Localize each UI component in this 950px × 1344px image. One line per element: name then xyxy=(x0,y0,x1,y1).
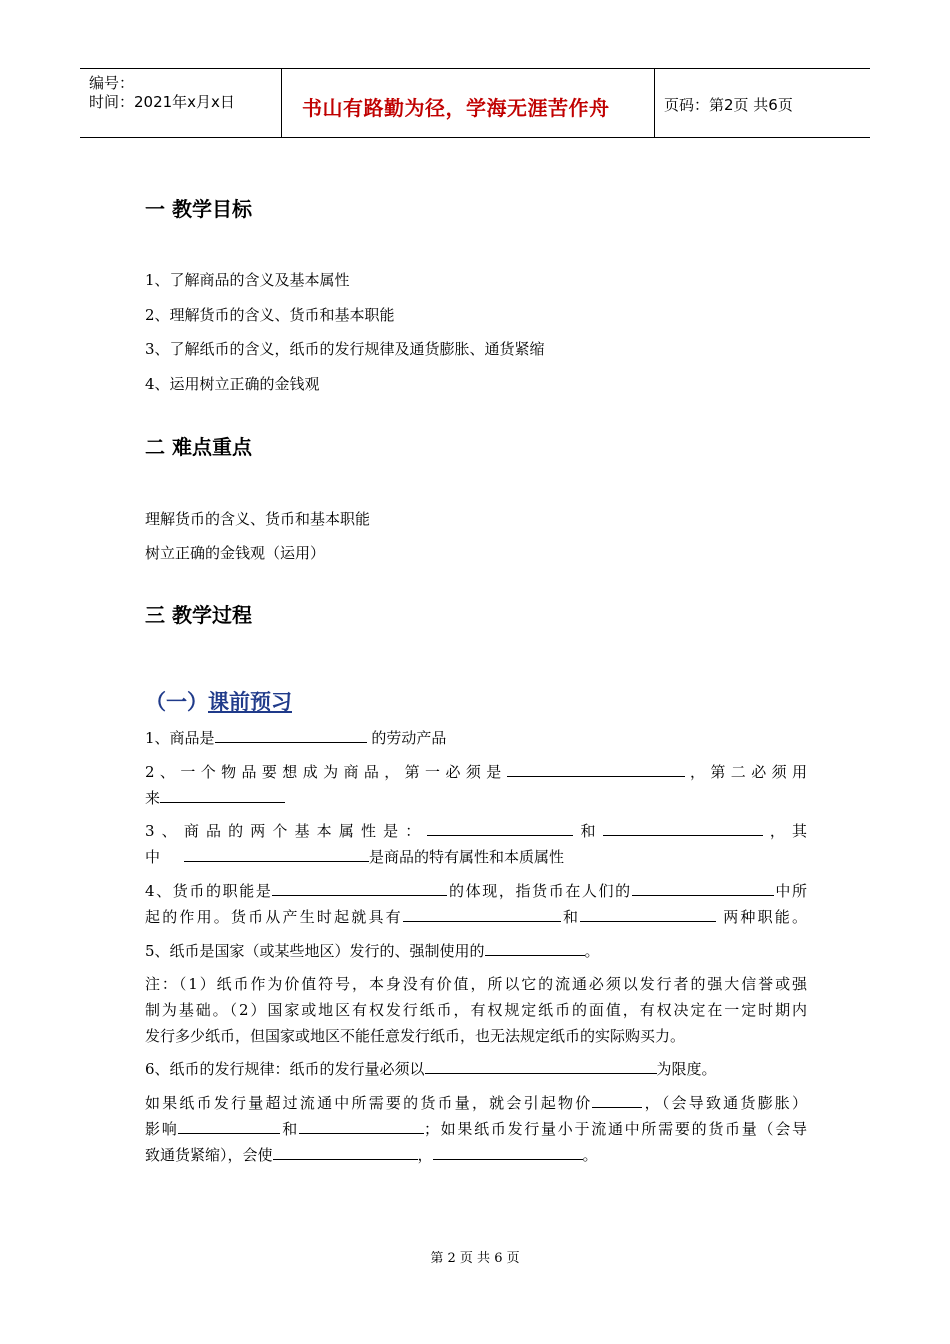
text: 的劳动产品 xyxy=(366,729,447,747)
text: 来 xyxy=(145,789,161,807)
blank xyxy=(433,1144,583,1160)
text: 。 xyxy=(582,1146,598,1164)
exercise-2-line2 xyxy=(145,785,285,811)
goal-item: 1、了解商品的含义及基本属性 xyxy=(145,271,350,289)
note-line: 注：（1）纸币作为价值符号，本身没有价值，所以它的流通必须以发行者的强大信誉或强 xyxy=(145,975,807,993)
text: 1、商品是 xyxy=(145,729,215,747)
text: 两种职能。 xyxy=(716,908,807,926)
number-label: 编号： xyxy=(89,74,135,92)
paragraph-line2 xyxy=(145,1116,807,1142)
text: 如果纸币发行量超过流通中所需要的货币量，就会引起物价 xyxy=(145,1094,593,1112)
section-title-goals: 一 教学目标 xyxy=(145,197,252,221)
paragraph-line1 xyxy=(145,1090,807,1116)
text: 中 xyxy=(145,848,161,866)
text: ，第二必须用 xyxy=(684,763,807,781)
blank xyxy=(299,1118,424,1134)
exercise-3-line2 xyxy=(145,844,564,870)
text: 。 xyxy=(584,942,600,960)
text: 是商品的特有属性和本质属性 xyxy=(369,848,565,866)
blank xyxy=(485,940,585,956)
section-title-keypoints: 二 难点重点 xyxy=(145,435,252,459)
header-table xyxy=(80,68,870,138)
header-cell-left xyxy=(80,69,282,137)
blank xyxy=(184,846,369,862)
exercise-3-line1 xyxy=(145,818,807,844)
text: 和 xyxy=(573,822,603,840)
note-line: 制为基础。（2）国家或地区有权发行纸币，有权规定纸币的面值，有权决定在一定时期内 xyxy=(145,1001,807,1019)
keypoint-item: 树立正确的金钱观（运用） xyxy=(145,544,326,562)
page-label: 页码：第2页 共6页 xyxy=(664,96,793,114)
blank xyxy=(632,880,774,896)
blank xyxy=(178,1118,280,1134)
text: 起的作用。货币从产生时起就具有 xyxy=(145,908,403,926)
blank xyxy=(427,820,573,836)
time-label: 时间：2021年x月x日 xyxy=(89,93,235,111)
goal-item: 3、了解纸币的含义，纸币的发行规律及通货膨胀、通货紧缩 xyxy=(145,340,545,358)
text: 致通货紧缩），会使 xyxy=(145,1146,273,1164)
blank xyxy=(425,1058,657,1074)
text: ，其 xyxy=(762,822,807,840)
exercise-4-line2 xyxy=(145,904,807,930)
keypoint-item: 理解货币的含义、货币和基本职能 xyxy=(145,510,371,528)
paragraph-line3 xyxy=(145,1142,598,1168)
text: 4、货币的职能是 xyxy=(145,882,273,900)
text: 的体现，指货币在人们的 xyxy=(447,882,632,900)
exercise-5 xyxy=(145,938,600,964)
subsection-prefix: （一） xyxy=(145,690,208,714)
subsection-link[interactable]: 课前预习 xyxy=(208,690,292,714)
text: 6、纸币的发行规律：纸币的发行量必须以 xyxy=(145,1060,425,1078)
blank xyxy=(403,906,561,922)
exercise-4-line1 xyxy=(145,878,807,904)
text: 和 xyxy=(280,1120,299,1138)
blank xyxy=(272,880,447,896)
blank xyxy=(592,1092,642,1108)
header-cell-right xyxy=(655,69,870,137)
text: ， xyxy=(417,1146,433,1164)
goal-item: 4、运用树立正确的金钱观 xyxy=(145,375,320,393)
blank xyxy=(160,787,285,803)
page-footer: 第 2 页 共 6 页 xyxy=(430,1251,520,1266)
text: 影响 xyxy=(145,1120,179,1138)
blank xyxy=(580,906,716,922)
text: 3、商品的两个基本属性是： xyxy=(145,822,428,840)
header-cell-center xyxy=(282,69,655,137)
note-line: 发行多少纸币，但国家或地区不能任意发行纸币，也无法规定纸币的实际购买力。 xyxy=(145,1027,686,1045)
text: ；如果纸币发行量小于流通中所需要的货币量（会导 xyxy=(423,1120,807,1138)
text: ，（会导致通货膨胀） xyxy=(642,1094,807,1112)
text: 2、一个物品要想成为商品，第一必须是 xyxy=(145,763,507,781)
subsection-title xyxy=(145,686,292,716)
motto: 书山有路勤为径，学海无涯苦作舟 xyxy=(302,96,610,120)
text: 和 xyxy=(560,908,581,926)
section-title-process: 三 教学过程 xyxy=(145,603,252,627)
blank xyxy=(603,820,763,836)
text: 5、纸币是国家（或某些地区）发行的、强制使用的 xyxy=(145,942,485,960)
exercise-1 xyxy=(145,725,446,751)
text: 为限度。 xyxy=(656,1060,717,1078)
exercise-2-line1 xyxy=(145,759,807,785)
text: 中所 xyxy=(773,882,807,900)
exercise-6 xyxy=(145,1056,717,1082)
blank xyxy=(507,761,685,777)
blank xyxy=(215,727,367,743)
goal-item: 2、理解货币的含义、货币和基本职能 xyxy=(145,306,395,324)
blank xyxy=(273,1144,418,1160)
